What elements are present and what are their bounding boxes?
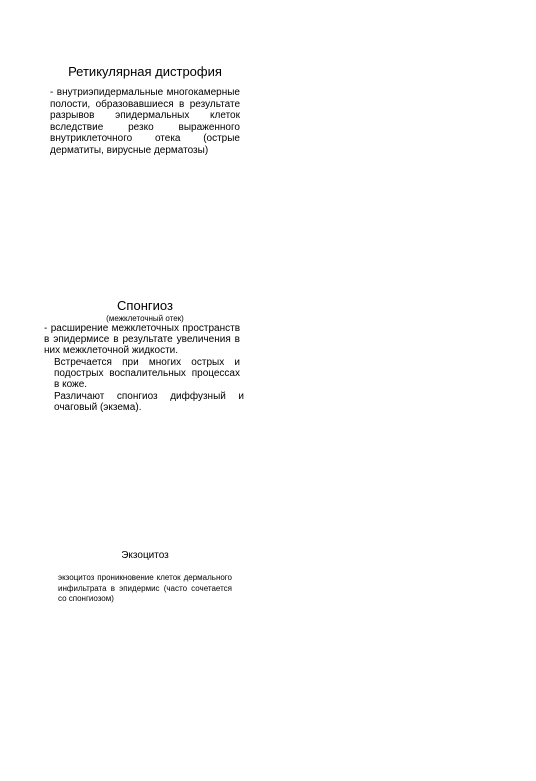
section-subtitle-spongiosis: (межклеточный отек): [106, 314, 184, 323]
section-body-exocytosis: экзоцитоз проникновение клеток дермального инфильтрата в эпидермис (часто сочетается со спонгиозом): [58, 573, 232, 603]
section-title-exocytosis: Экзоцитоз: [121, 550, 169, 561]
section-title-spongiosis: Спонгиоз: [117, 298, 173, 313]
section-body-reticular-dystrophy: - внутриэпидермальные многокамерные полости, образовавшиеся в результате разрывов эпидермальных клеток вследствие резко выраженного внутриклеточного отека (острые дерматиты, вирусные дерматозы): [50, 87, 240, 156]
spongiosis-paragraph-occurrence: Встречается при многих острых и подострых воспалительных процессах в коже.: [54, 357, 240, 390]
spongiosis-paragraph-types: Различают спонгиоз диффузный и очаговый (экзема).: [54, 391, 244, 413]
spongiosis-paragraph-definition: - расширение межклеточных пространств в эпидермисе в результате увеличения в них межклеточной жидкости.: [44, 323, 240, 356]
section-title-reticular-dystrophy: Ретикулярная дистрофия: [68, 64, 222, 79]
